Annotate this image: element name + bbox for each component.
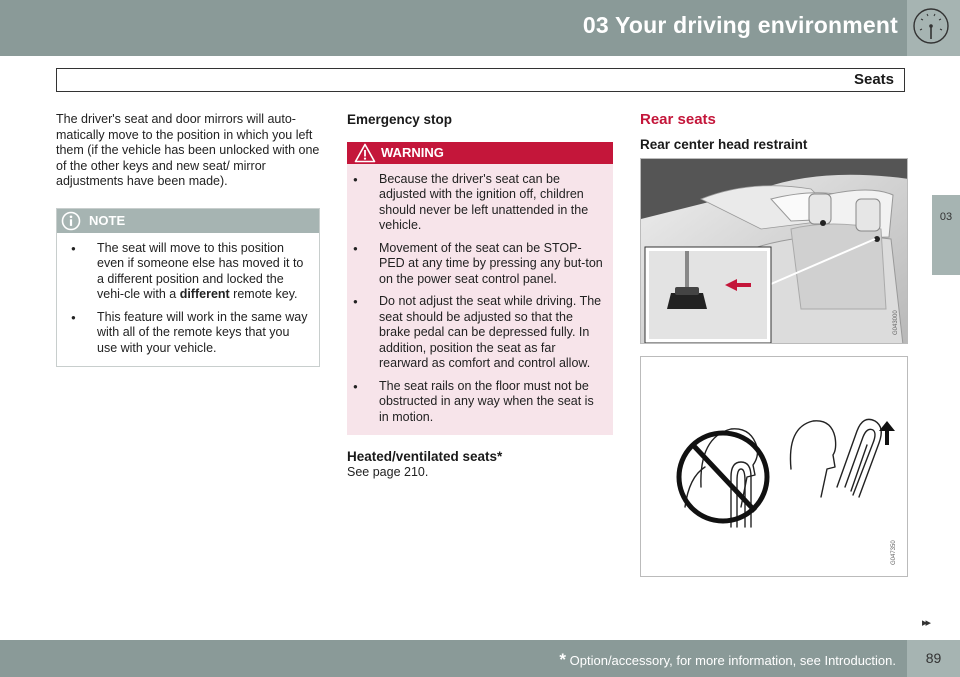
footer-bar [0, 640, 960, 677]
page-number-box [907, 640, 960, 677]
note-item-text: The seat will move to this position even if someone else has moved it to a different position and locked the vehi-cle with a [97, 240, 304, 301]
note-title: NOTE [89, 212, 126, 228]
warning-item: ● The seat rails on the floor must not be obstructed in any way when the seat is in motion. [347, 379, 605, 426]
side-tab-label: 03 [939, 211, 953, 223]
intro-paragraph: The driver's seat and door mirrors will auto-matically move to the position in which you left them (if the vehicle has been unlocked with one of the other keys and new seat/ mirror adjustments have been made). [56, 112, 320, 188]
page-reference-link[interactable]: See page 210. [347, 464, 429, 479]
page-number: 89 [925, 650, 942, 666]
column-middle [347, 112, 613, 480]
section-bar [56, 68, 905, 92]
section-title: Seats [853, 71, 894, 88]
head-restraint-usage-illustration [640, 356, 908, 577]
footnote [559, 650, 896, 670]
warning-item: ● Movement of the seat can be STOP-PED at any time by pressing any but-ton on the power seat control panel. [347, 241, 605, 288]
rear-seats-heading: Rear seats [640, 111, 716, 128]
warning-item: ● Do not adjust the seat while driving. The seat should be adjusted so that the brake pedal can be depressed fully. In addition, position the seat as far rearward as comfort and control allow. [347, 294, 605, 372]
warning-header [347, 142, 613, 164]
note-item-tail: remote key. [229, 287, 298, 301]
rear-center-head-restraint-heading: Rear center head restraint [640, 136, 808, 152]
note-header [57, 209, 319, 233]
rear-seat-illustration [640, 158, 908, 344]
footnote-star: * [559, 650, 567, 669]
chapter-title: 03 Your driving environment [582, 12, 898, 38]
column-right [640, 112, 908, 152]
chapter-header-bar [0, 0, 960, 56]
note-item [65, 241, 311, 303]
warning-body [347, 164, 613, 436]
warning-title: WARNING [381, 144, 444, 160]
note-box [56, 208, 320, 368]
warning-item: ● Because the driver's seat can be adjusted with the ignition off, children should never be left unattended in the vehicle. [347, 172, 605, 234]
figure-code: G043000 [893, 310, 899, 335]
head-restraint-drawing [641, 357, 908, 577]
info-icon [61, 211, 81, 231]
footnote-text: Option/accessory, for more information, see Introduction. [566, 653, 896, 668]
heated-seats-heading: Heated/ventilated seats* [347, 449, 503, 464]
figure-code: G047350 [891, 540, 897, 565]
note-item: ● This feature will work in the same way with all of the remote keys that you use with your vehicle. [65, 310, 311, 357]
chapter-side-tab[interactable] [932, 195, 960, 275]
next-page-arrows-icon[interactable]: ▸▸ [922, 617, 930, 629]
emergency-stop-heading: Emergency stop [347, 112, 453, 127]
rear-seat-drawing [641, 159, 908, 344]
warning-box [347, 142, 613, 436]
note-body [57, 233, 319, 367]
speedometer-icon [911, 6, 951, 46]
note-item-emphasis: different [179, 287, 230, 301]
warning-triangle-icon [354, 143, 376, 163]
column-left [56, 112, 320, 367]
